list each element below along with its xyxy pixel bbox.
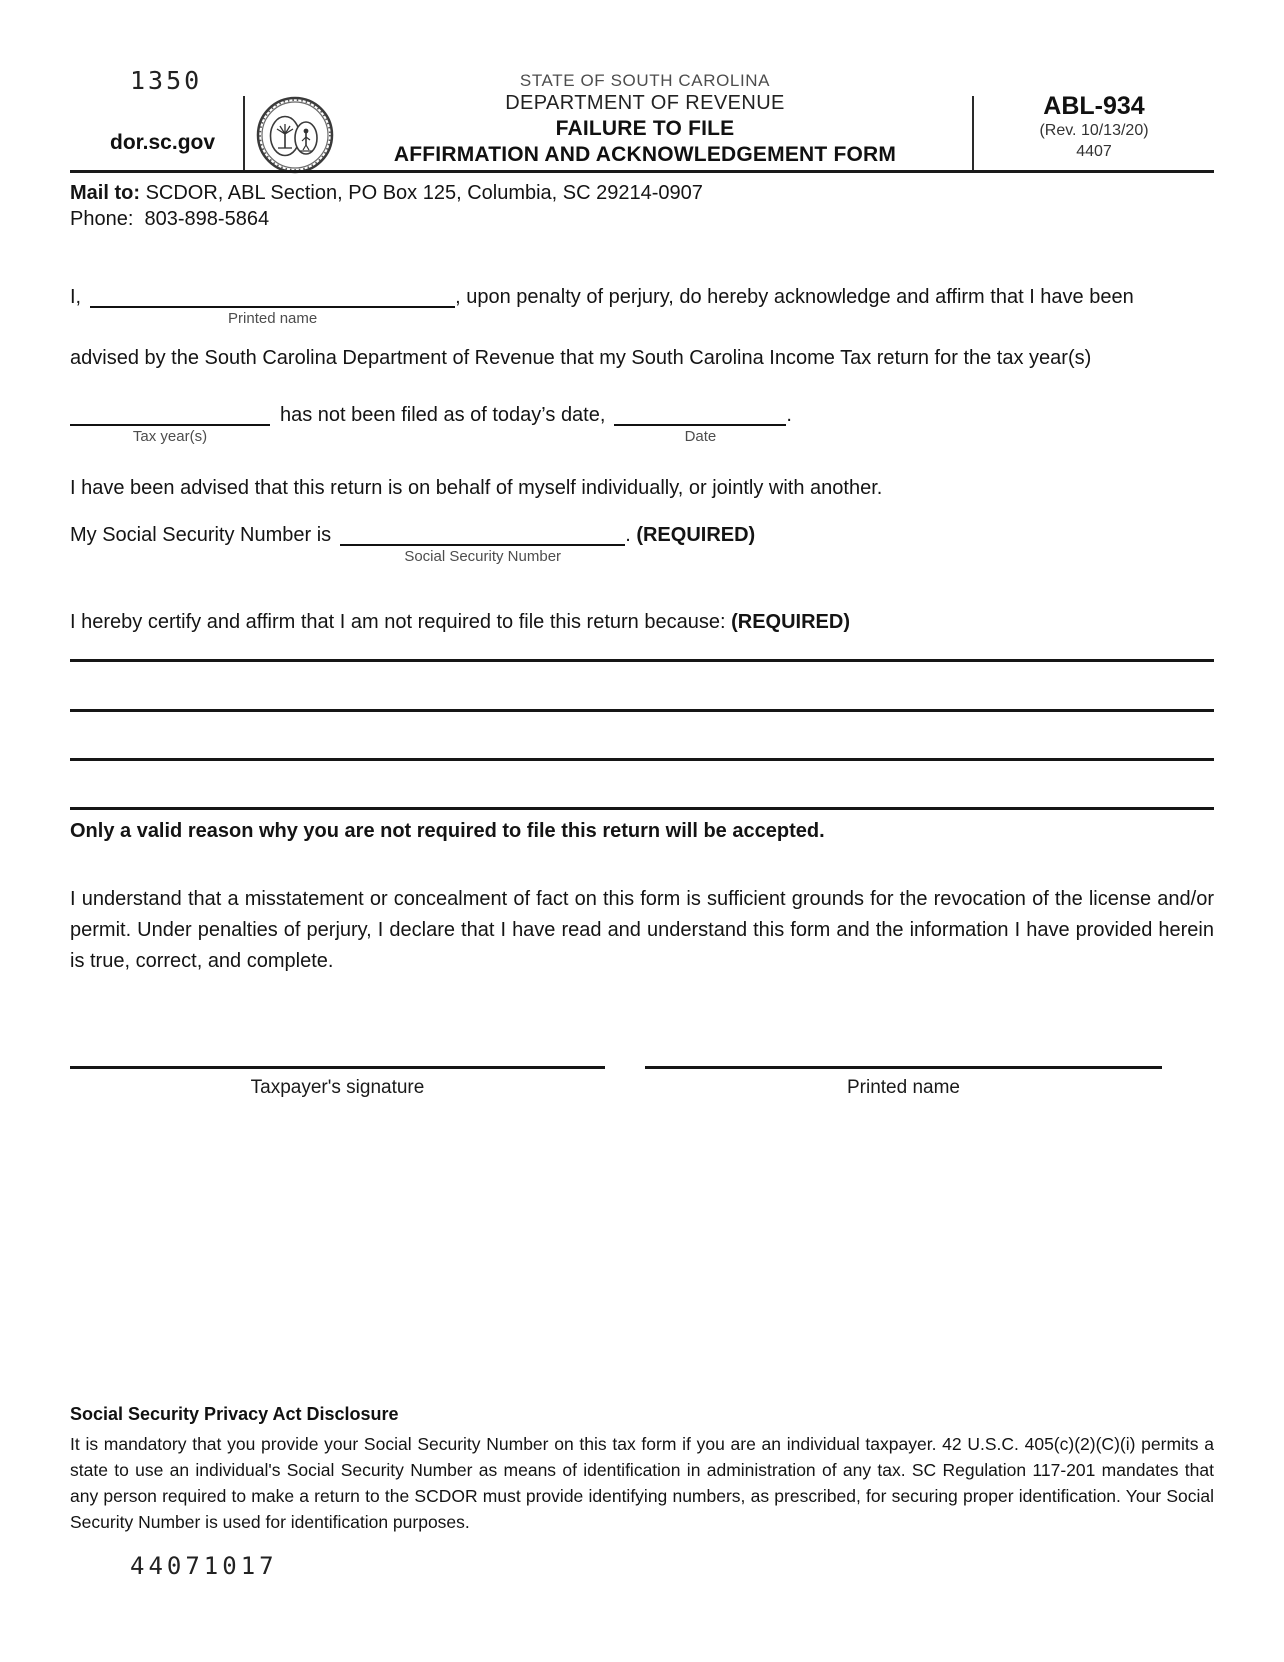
behalf-statement: I have been advised that this return is on behalf of myself individually, or jointly with another. [70,477,883,499]
printed-name-field[interactable] [90,286,455,327]
header-divider-left [243,96,245,172]
state-line: STATE OF SOUTH CAROLINA [519,71,771,90]
privacy-disclosure-section [70,1404,1214,1535]
phone-number: 803-898-5864 [144,208,270,230]
reason-line-3[interactable] [70,758,1214,761]
line3-end: . [786,404,792,426]
form-title-line1: FAILURE TO FILE [555,117,735,140]
form-id: 4407 [1076,143,1112,160]
form-code-number: 1350 [130,66,203,95]
contact-block [70,180,1214,232]
mail-to-label: Mail to: [70,182,140,204]
form-title-line2: AFFIRMATION AND ACKNOWLEDGEMENT FORM [393,143,897,166]
ssn-line [70,524,1214,565]
affirmation-line-1 [70,286,1214,327]
perjury-declaration: I understand that a misstatement or concealment of fact on this form is sufficient grounds for the revocation of the license and/or permit. Under penalties of perjury, I declare that I have read and understand this form and the information I have provided herein is true, correct, and complete. [70,888,1214,972]
form-title-block [330,70,960,168]
printed-name-signature-block [645,1066,1162,1099]
date-caption: Date [684,428,717,445]
line1-prefix: I, [70,286,82,308]
mail-to-address: SCDOR, ABL Section, PO Box 125, Columbia, SC 29214-0907 [145,182,703,204]
south-carolina-state-seal-icon [256,96,334,174]
date-field[interactable] [614,404,786,445]
printed-name-caption: Printed name [228,310,318,327]
certify-prompt: I hereby certify and affirm that I am not required to file this return because: [70,611,726,633]
taxpayer-signature-field[interactable] [70,1066,605,1069]
ssn-required-badge: (REQUIRED) [636,524,756,546]
certify-prompt-line [70,611,1214,634]
ssn-field[interactable] [340,524,625,565]
tax-years-caption: Tax year(s) [132,428,208,445]
privacy-body: It is mandatory that you provide your Social Security Number on this tax form if you are an individual taxpayer. 42 U.S.C. 405(c)(2)(C)(i) permits a state to use an individual's Social Security Number as means of identification in administration of any tax. SC Regulation 117-201 mandates that any person required to make a return to the SCDOR must provide identifying numbers, as prescribed, for securing proper identification. Your Social Security Number is used for identification purposes. [70,1434,1214,1532]
taxpayer-signature-caption: Taxpayer's signature [250,1077,425,1098]
reason-line-4[interactable] [70,807,1214,810]
taxpayer-signature-block [70,1066,605,1099]
reason-line-1[interactable] [70,659,1214,662]
dor-website-text: dor.sc.gov [110,131,216,154]
form-revision: (Rev. 10/13/20) [1039,122,1149,139]
form-barcode-number: 44071017 [130,1552,278,1580]
valid-reason-note: Only a valid reason why you are not required to file this return will be accepted. [70,820,825,842]
printed-name-signature-caption: Printed name [846,1077,960,1098]
form-number-block [974,92,1214,162]
affirmation-line-2: advised by the South Carolina Department of Revenue that my South Carolina Income Tax return for the tax year(s) [70,347,1092,369]
line1-suffix: , upon penalty of perjury, do hereby acknowledge and affirm that I have been [455,286,1134,308]
tax-years-field[interactable] [70,404,270,445]
ssn-suffix: . [625,524,631,546]
header-rule [70,170,1214,173]
department-line: DEPARTMENT OF REVENUE [505,92,785,114]
reason-line-2[interactable] [70,709,1214,712]
certify-required-badge: (REQUIRED) [731,611,850,633]
form-number: ABL-934 [1043,92,1145,120]
line3-middle: has not been filed as of today’s date, [280,404,606,426]
phone-label: Phone: [70,208,134,230]
privacy-heading: Social Security Privacy Act Disclosure [70,1404,399,1424]
affirmation-line-3 [70,404,1214,445]
ssn-caption: Social Security Number [404,548,562,565]
printed-name-signature-field[interactable] [645,1066,1162,1069]
ssn-prefix: My Social Security Number is [70,524,332,546]
